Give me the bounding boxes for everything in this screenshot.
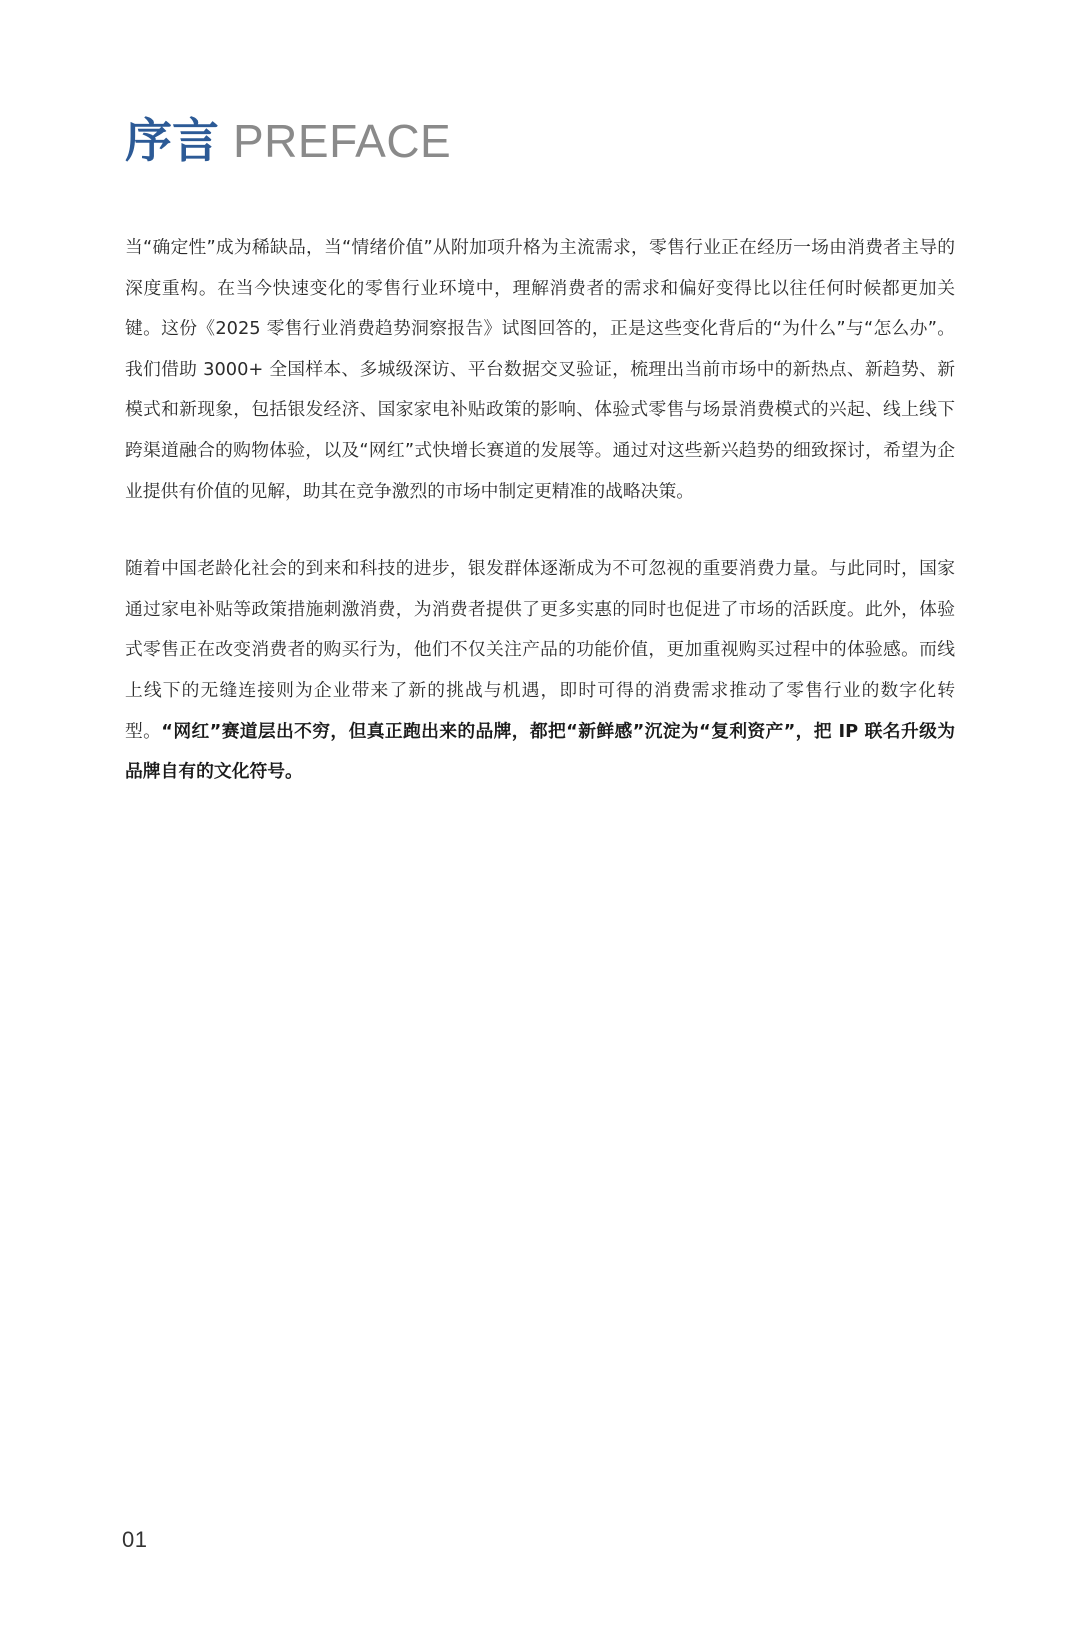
paragraph-1: [125, 228, 955, 512]
page-number: 01: [122, 1527, 148, 1552]
paragraph-1-text: 当“确定性”成为稀缺品，当“情绪价值”从附加项升格为主流需求，零售行业正在经历一场由消费者主导的深度重构。在当今快速变化的零售行业环境中，理解消费者的需求和偏好变得比以往任何时候都更加关键。这份《2025 零售行业消费趋势洞察报告》试图回答的，正是这些变化背后的“为什么”与“怎么办”。我们借助 3000+ 全国样本、多城级深访、平台数据交叉验证，梳理出当前市场中的新热点、新趋势、新模式和新现象，包括银发经济、国家家电补贴政策的影响、体验式零售与场景消费模式的兴起、线上线下跨渠道融合的购物体验，以及“网红”式快增长赛道的发展等。通过对这些新兴趋势的细致探讨，希望为企业提供有价值的见解，助其在竞争激烈的市场中制定更精准的战略决策。: [125, 237, 955, 502]
preface-body: [125, 228, 955, 793]
paragraph-2-text: 随着中国老龄化社会的到来和科技的进步，银发群体逐渐成为不可忽视的重要消费力量。与此同时，国家通过家电补贴等政策措施刺激消费，为消费者提供了更多实惠的同时也促进了市场的活跃度。此外，体验式零售正在改变消费者的购买行为，他们不仅关注产品的功能价值，更加重视购买过程中的体验感。而线上线下的无缝连接则为企业带来了新的挑战与机遇，即时可得的消费需求推动了零售行业的数字化转型。: [125, 558, 955, 742]
paragraph-2: [125, 549, 955, 793]
title-english: PREFACE: [233, 115, 452, 167]
paragraph-2-bold-text: “网红”赛道层出不穷，但真正跑出来的品牌，都把“新鲜感”沉淀为“复利资产”，把 IP 联名升级为品牌自有的文化符号。: [125, 720, 955, 783]
page-title: [125, 114, 452, 169]
title-chinese: 序言: [125, 114, 219, 169]
